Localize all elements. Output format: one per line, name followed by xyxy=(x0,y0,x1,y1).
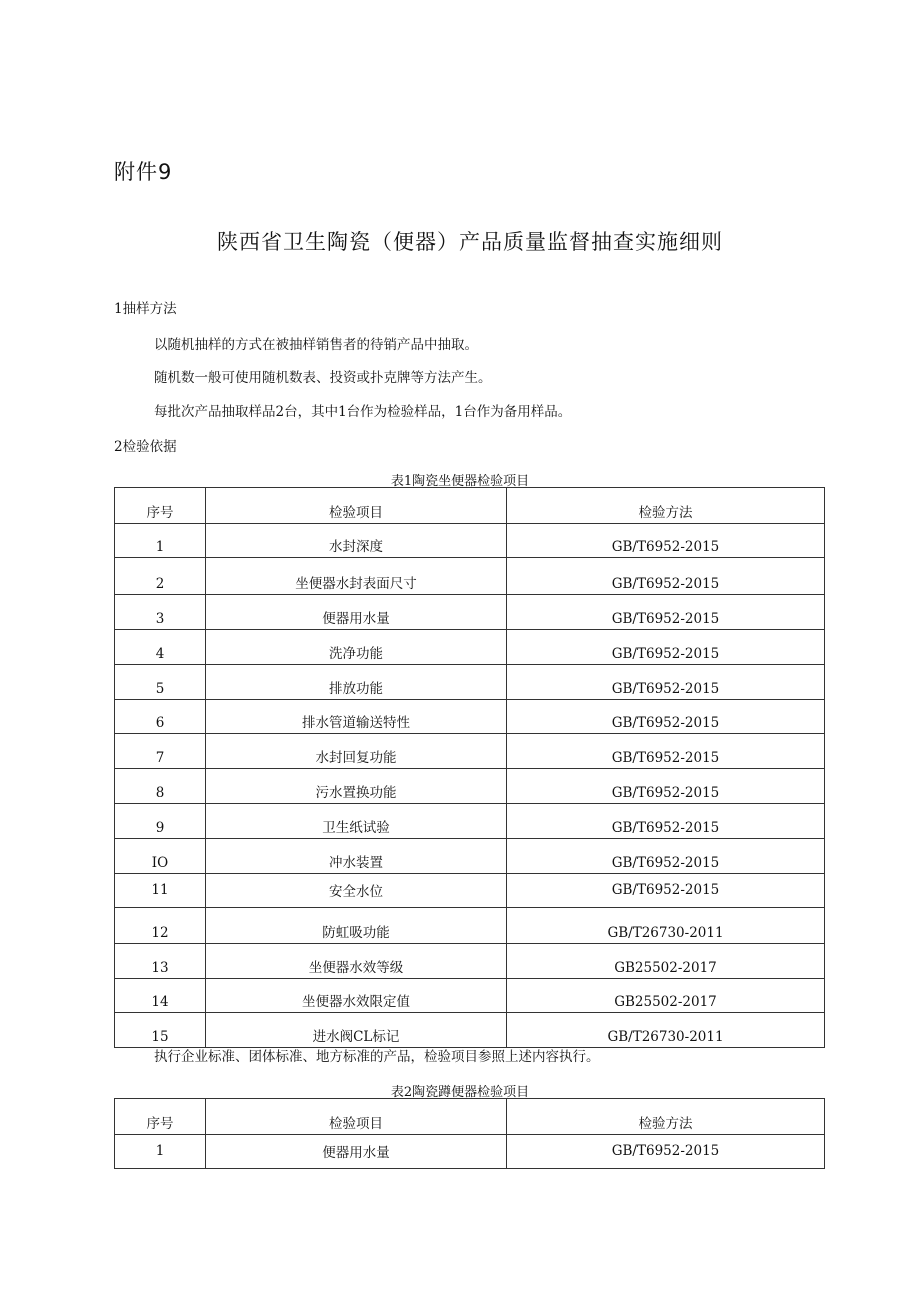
section1-paragraph-1: 以随机抽样的方式在被抽样销售者的待销产品中抽取。 xyxy=(154,337,478,353)
table1-note: 执行企业标准、团体标准、地方标准的产品，检验项目参照上述内容执行。 xyxy=(154,1049,600,1065)
cell-method: GB25502-2017 xyxy=(507,979,825,1013)
table2-header-row xyxy=(115,1099,825,1135)
cell-index: 13 xyxy=(115,944,206,979)
cell-method: GB/T6952-2015 xyxy=(507,558,825,595)
table1-header-item: 检验项目 xyxy=(206,488,507,524)
table-row xyxy=(115,700,825,734)
cell-item: 坐便器水封表面尺寸 xyxy=(206,558,507,595)
table-row xyxy=(115,908,825,944)
cell-index: 6 xyxy=(115,700,206,734)
cell-index: 9 xyxy=(115,804,206,839)
table2-header-index: 序号 xyxy=(115,1099,206,1135)
cell-item: 坐便器水效等级 xyxy=(206,944,507,979)
table-row xyxy=(115,630,825,665)
cell-index: 11 xyxy=(115,874,206,908)
cell-item: 便器用水量 xyxy=(206,1135,507,1169)
table-row xyxy=(115,804,825,839)
cell-item: 坐便器水效限定值 xyxy=(206,979,507,1013)
cell-item: 排水管道输送特性 xyxy=(206,700,507,734)
cell-index: 12 xyxy=(115,908,206,944)
cell-index: 4 xyxy=(115,630,206,665)
table-row xyxy=(115,524,825,558)
section1-heading: 1抽样方法 xyxy=(114,301,177,317)
table2-caption: 表2陶瓷蹲便器检验项目 xyxy=(390,1085,530,1100)
table-row xyxy=(115,874,825,908)
cell-method: GB/T6952-2015 xyxy=(507,524,825,558)
cell-method: GB/T6952-2015 xyxy=(507,595,825,630)
table1-header-index: 序号 xyxy=(115,488,206,524)
cell-index: IO xyxy=(115,839,206,874)
cell-method: GB/T26730-2011 xyxy=(507,1013,825,1048)
cell-index: 14 xyxy=(115,979,206,1013)
cell-method: GB/T6952-2015 xyxy=(507,630,825,665)
attachment-label: 附件9 xyxy=(114,160,173,184)
cell-method: GB/T6952-2015 xyxy=(507,839,825,874)
cell-item: 排放功能 xyxy=(206,665,507,700)
table1 xyxy=(114,487,825,1048)
document-title: 陕西省卫生陶瓷（便器）产品质量监督抽查实施细则 xyxy=(217,230,723,254)
cell-item: 水封深度 xyxy=(206,524,507,558)
cell-method: GB/T6952-2015 xyxy=(507,1135,825,1169)
cell-method: GB/T6952-2015 xyxy=(507,874,825,908)
cell-index: 1 xyxy=(115,524,206,558)
table1-caption: 表1陶瓷坐便器检验项目 xyxy=(390,474,530,489)
cell-index: 3 xyxy=(115,595,206,630)
table1-header-method: 检验方法 xyxy=(507,488,825,524)
table-row xyxy=(115,558,825,595)
cell-item: 安全水位 xyxy=(206,874,507,908)
cell-index: 8 xyxy=(115,769,206,804)
table-row xyxy=(115,769,825,804)
cell-item: 冲水装置 xyxy=(206,839,507,874)
cell-method: GB/T6952-2015 xyxy=(507,665,825,700)
section2-heading: 2检验依据 xyxy=(114,439,177,455)
table-row xyxy=(115,734,825,769)
table-row xyxy=(115,979,825,1013)
section1-paragraph-2: 随机数一般可使用随机数表、投资或扑克牌等方法产生。 xyxy=(154,370,492,386)
cell-item: 污水置换功能 xyxy=(206,769,507,804)
cell-method: GB/T6952-2015 xyxy=(507,700,825,734)
cell-item: 便器用水量 xyxy=(206,595,507,630)
table-row xyxy=(115,1135,825,1169)
table2-header-method: 检验方法 xyxy=(507,1099,825,1135)
cell-method: GB/T6952-2015 xyxy=(507,769,825,804)
cell-index: 2 xyxy=(115,558,206,595)
table-row xyxy=(115,595,825,630)
cell-method: GB25502-2017 xyxy=(507,944,825,979)
cell-method: GB/T6952-2015 xyxy=(507,734,825,769)
cell-method: GB/T26730-2011 xyxy=(507,908,825,944)
cell-item: 进水阀CL标记 xyxy=(206,1013,507,1048)
table-row xyxy=(115,839,825,874)
table2-header-item: 检验项目 xyxy=(206,1099,507,1135)
cell-item: 水封回复功能 xyxy=(206,734,507,769)
cell-index: 5 xyxy=(115,665,206,700)
table-row xyxy=(115,1013,825,1048)
cell-index: 7 xyxy=(115,734,206,769)
table-row xyxy=(115,944,825,979)
table-row xyxy=(115,665,825,700)
cell-index: 1 xyxy=(115,1135,206,1169)
cell-item: 卫生纸试验 xyxy=(206,804,507,839)
table1-header-row xyxy=(115,488,825,524)
cell-method: GB/T6952-2015 xyxy=(507,804,825,839)
cell-index: 15 xyxy=(115,1013,206,1048)
section1-paragraph-3: 每批次产品抽取样品2台，其中1台作为检验样品，1台作为备用样品。 xyxy=(154,404,572,420)
cell-item: 洗净功能 xyxy=(206,630,507,665)
cell-item: 防虹吸功能 xyxy=(206,908,507,944)
table2 xyxy=(114,1098,825,1169)
